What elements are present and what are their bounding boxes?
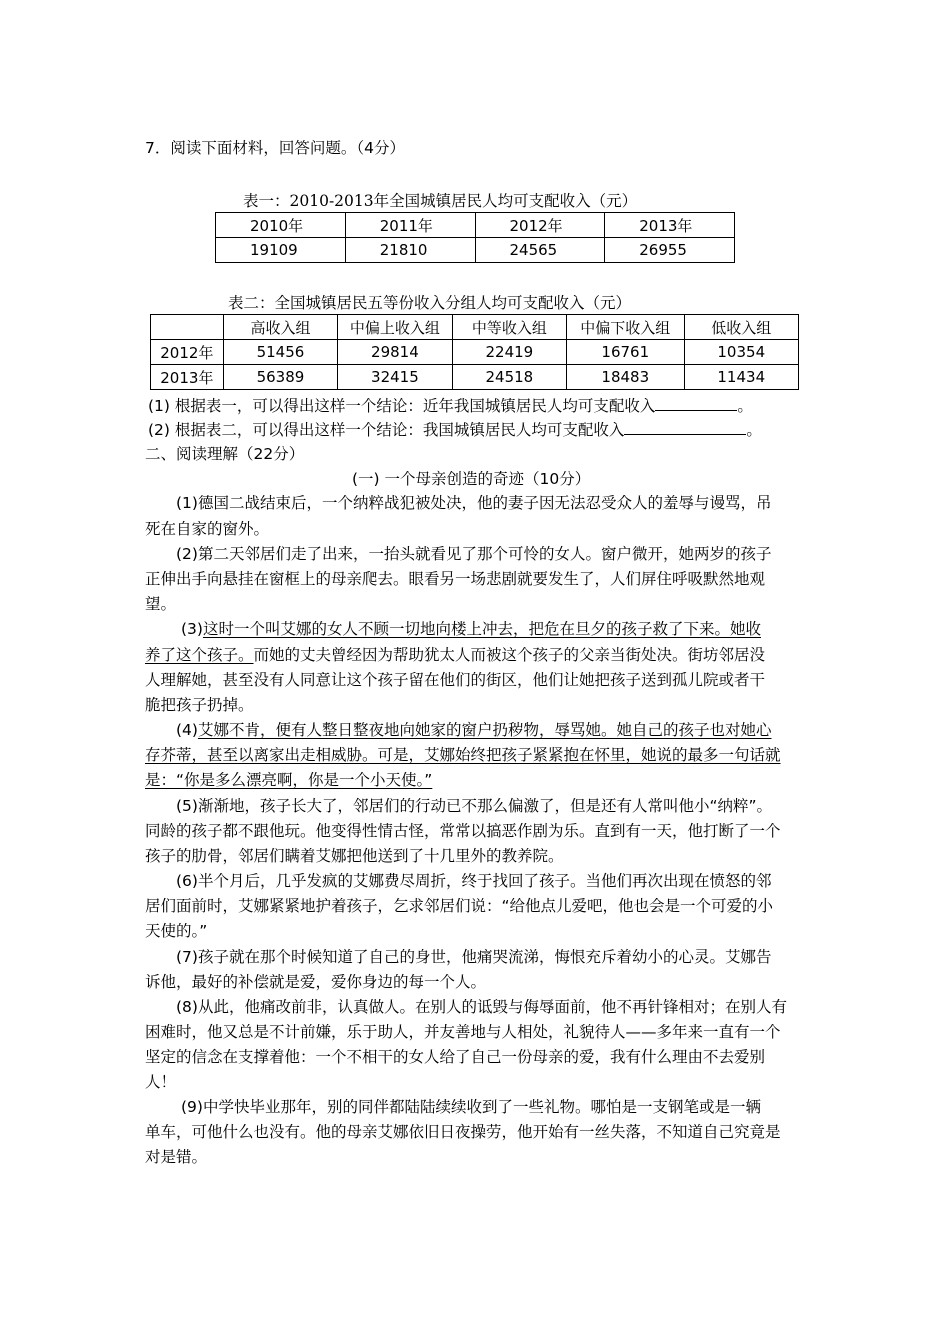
para-line: 脆把孩子扔掉。 xyxy=(145,696,254,714)
question-7-2 xyxy=(148,420,762,440)
table1-cell: 26955 xyxy=(605,238,735,263)
para-line: (8)从此，他痛改前非，认真做人。在别人的诋毁与侮辱面前，他不再针锋相对；在别人有 xyxy=(176,998,787,1016)
period: 。 xyxy=(737,397,753,415)
table2-row xyxy=(151,365,799,390)
table2-header-row xyxy=(151,315,799,340)
para-line xyxy=(145,645,765,665)
para-line: 望。 xyxy=(145,595,177,613)
table1-cell: 24565 xyxy=(475,238,605,263)
table2-cell: 56389 xyxy=(223,365,337,390)
table2-year-cell: 2012年 xyxy=(151,340,224,365)
table2-header xyxy=(151,315,224,340)
para-number: (4) xyxy=(176,721,198,739)
table2-cell: 32415 xyxy=(338,365,452,390)
para-line: 单车，可他什么也没有。他的母亲艾娜依旧日夜操劳，他开始有一丝失落，不知道自己究竟是 xyxy=(145,1123,781,1141)
para-line: (1)德国二战结束后，一个纳粹战犯被处决，他的妻子因无法忍受众人的羞辱与谩骂，吊 xyxy=(176,494,772,512)
para-line: 坚定的信念在支撑着他：一个不相干的女人给了自己一份母亲的爱，我有什么理由不去爱别 xyxy=(145,1048,766,1066)
article-title: (一) 一个母亲创造的奇迹（10分） xyxy=(352,470,591,488)
table1-header: 2013年 xyxy=(605,213,735,238)
table1-header: 2011年 xyxy=(345,213,475,238)
table1 xyxy=(215,212,735,263)
para-line: (7)孩子就在那个时候知道了自己的身世，他痛哭流涕，悔恨充斥着幼小的心灵。艾娜告 xyxy=(176,948,772,966)
para-line: (2)第二天邻居们走了出来，一抬头就看见了那个可怜的女人。窗户微开，她两岁的孩子 xyxy=(176,545,772,563)
answer-blank-1[interactable] xyxy=(655,396,737,411)
para-line xyxy=(181,619,761,639)
table1-cell: 19109 xyxy=(216,238,346,263)
table2-cell: 22419 xyxy=(452,340,566,365)
table2-header: 高收入组 xyxy=(223,315,337,340)
underlined-text: 这时一个叫艾娜的女人不顾一切地向楼上冲去，把危在旦夕的孩子救了下来。她收 xyxy=(202,620,761,638)
para-line: 困难时，他又总是不计前嫌，乐于助人，并友善地与人相处，礼貌待人——多年来一直有一个 xyxy=(145,1023,781,1041)
para-line: (9)中学快毕业那年，别的同伴都陆陆续续收到了一些礼物。哪怕是一支钢笔或是一辆 xyxy=(181,1098,761,1116)
para-line: 死在自家的窗外。 xyxy=(145,520,270,538)
para-line: 诉他，最好的补偿就是爱，爱你身边的每一个人。 xyxy=(145,973,487,991)
question-7-2-text: (2) 根据表二，可以得出这样一个结论：我国城镇居民人均可支配收入 xyxy=(148,421,625,439)
table2-header: 中偏上收入组 xyxy=(338,315,452,340)
para-line: 天使的。” xyxy=(145,922,208,940)
table2 xyxy=(150,314,799,390)
para-line: 对是错。 xyxy=(145,1148,208,1166)
table1-header: 2010年 xyxy=(216,213,346,238)
para-line xyxy=(176,720,771,740)
table2-cell: 10354 xyxy=(684,340,799,365)
table2-year-cell: 2013年 xyxy=(151,365,224,390)
table2-header: 中等收入组 xyxy=(452,315,566,340)
para-line: (6)半个月后，几乎发疯的艾娜费尽周折，终于找回了孩子。当他们再次出现在愤怒的邻 xyxy=(176,872,772,890)
table2-cell: 51456 xyxy=(223,340,337,365)
period: 。 xyxy=(746,421,762,439)
para-line: (5)渐渐地，孩子长大了，邻居们的行动已不那么偏激了，但是还有人常叫他小“纳粹”。 xyxy=(176,797,773,815)
underlined-line: 存芥蒂，甚至以离家出走相威胁。可是，艾娜始终把孩子紧紧抱在怀里，她说的最多一句话就 xyxy=(145,746,781,764)
plain-text: 而她的丈夫曾经因为帮助犹太人而被这个孩子的父亲当街处决。街坊邻居没 xyxy=(253,646,766,664)
table2-cell: 18483 xyxy=(567,365,684,390)
table2-cell: 24518 xyxy=(452,365,566,390)
para-line: 居们面前时，艾娜紧紧地护着孩子，乞求邻居们说：“给他点儿爱吧，他也会是一个可爱的小 xyxy=(145,897,774,915)
para-line: 同龄的孩子都不跟他玩。他变得性情古怪，常常以搞恶作剧为乐。直到有一天，他打断了一个 xyxy=(145,822,781,840)
table2-cell: 29814 xyxy=(338,340,452,365)
table1-header: 2012年 xyxy=(475,213,605,238)
para-line: 人！ xyxy=(145,1073,177,1091)
para-line: 人理解她，甚至没有人同意让这个孩子留在他们的街区，他们让她把孩子送到孤儿院或者干 xyxy=(145,671,766,689)
underlined-text: 艾娜不肯，便有人整日整夜地向她家的窗户扔秽物，辱骂她。她自己的孩子也对她心 xyxy=(197,721,772,739)
para-line: 孩子的肋骨，邻居们瞒着艾娜把他送到了十几里外的教养院。 xyxy=(145,847,564,865)
para-line: 正伸出手向悬挂在窗框上的母亲爬去。眼看另一场悲剧就要发生了，人们屏住呼吸默然地观 xyxy=(145,570,766,588)
table2-cell: 16761 xyxy=(567,340,684,365)
table1-caption: 表一：2010-2013年全国城镇居民人均可支配收入（元） xyxy=(243,192,638,210)
table2-header: 低收入组 xyxy=(684,315,799,340)
table2-row xyxy=(151,340,799,365)
table2-header: 中偏下收入组 xyxy=(567,315,684,340)
underlined-text: 养了这个孩子。 xyxy=(145,646,254,664)
question-7-1-text: (1) 根据表一，可以得出这样一个结论：近年我国城镇居民人均可支配收入 xyxy=(148,397,656,415)
underlined-line: 是：“你是多么漂亮啊，你是一个小天使。” xyxy=(145,771,433,789)
table2-cell: 11434 xyxy=(684,365,799,390)
table1-cell: 21810 xyxy=(345,238,475,263)
answer-blank-2[interactable] xyxy=(624,420,746,435)
section-2-heading: 二、阅读理解（22分） xyxy=(145,445,305,463)
table2-caption: 表二：全国城镇居民五等份收入分组人均可支配收入（元） xyxy=(228,294,632,312)
question-7-1 xyxy=(148,396,753,416)
para-number: (3) xyxy=(181,620,203,638)
table1-value-row xyxy=(216,238,735,263)
table1-header-row xyxy=(216,213,735,238)
question-7-heading: 7．阅读下面材料，回答问题。（4分） xyxy=(145,139,405,157)
